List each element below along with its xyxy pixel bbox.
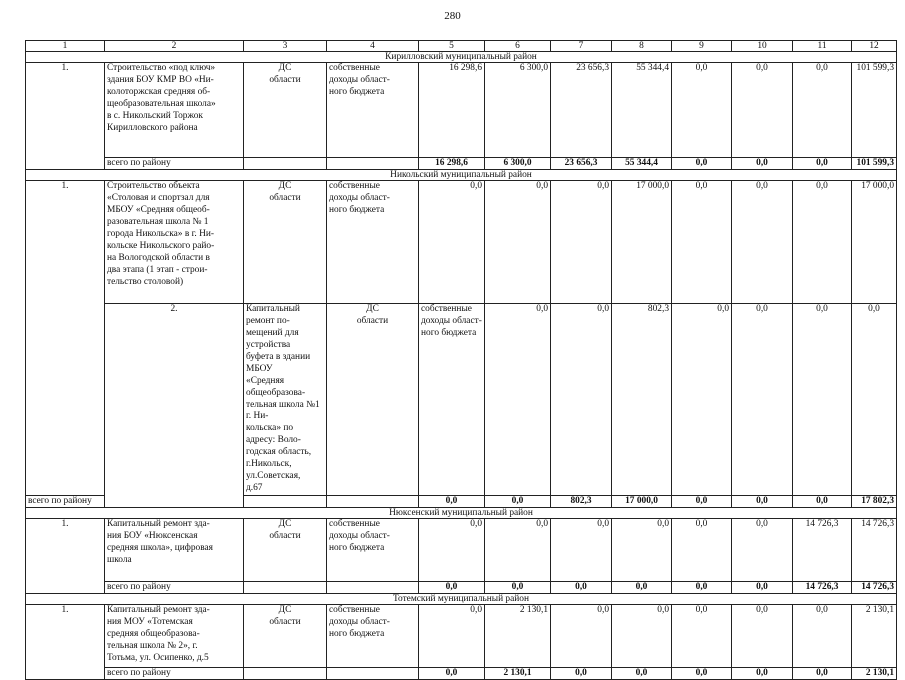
value-cell: 17 000,0: [612, 181, 672, 304]
project-name: Капитальный ремонт зда- ния БОУ «Нюксенская средняя школа», цифровая школа: [105, 519, 244, 582]
empty-cell: [244, 158, 327, 170]
column-number-cell: 6: [485, 41, 551, 52]
district-name: Никольский муниципальный район: [26, 170, 897, 181]
district-total-row: [26, 668, 897, 680]
total-value-cell: 0,0: [672, 582, 732, 594]
district-total-row: [26, 582, 897, 594]
total-value-cell: 0,0: [419, 582, 485, 594]
value-cell: 16 298,6: [419, 63, 485, 158]
empty-cell: [327, 582, 419, 594]
value-cell: 14 726,3: [852, 519, 897, 582]
budget-source: собственные доходы област- ного бюджета: [419, 304, 485, 496]
project-name: Капитальный ремонт по- мещений для устройства буфета в здании МБОУ «Средняя общеобразова- тельная школа №1 г. Ни- кольска» по адресу: Воло- годская область, г.Никольск, ул.Советская, д.67: [244, 304, 327, 496]
total-value-cell: 2 130,1: [852, 668, 897, 680]
column-number-cell: 7: [551, 41, 612, 52]
total-value-cell: 0,0: [419, 496, 485, 508]
empty-cell: [244, 668, 327, 680]
total-value-cell: 0,0: [732, 496, 793, 508]
value-cell: 2 130,1: [485, 605, 551, 668]
total-value-cell: 101 599,3: [852, 158, 897, 170]
value-cell: 101 599,3: [852, 63, 897, 158]
total-value-cell: 0,0: [793, 158, 852, 170]
table-body: [26, 41, 897, 680]
district-total-row: [26, 158, 897, 170]
empty-cell: [244, 582, 327, 594]
value-cell: 6 300,0: [485, 63, 551, 158]
value-cell: 0,0: [672, 181, 732, 304]
budget-source: собственные доходы област- ного бюджета: [327, 181, 419, 304]
funding-source: ДС области: [244, 63, 327, 158]
value-cell: 17 000,0: [852, 181, 897, 304]
funding-source: ДС области: [244, 181, 327, 304]
empty-cell: [327, 668, 419, 680]
total-value-cell: 0,0: [732, 582, 793, 594]
value-cell: 0,0: [612, 519, 672, 582]
value-cell: 0,0: [672, 519, 732, 582]
row-index: 2.: [105, 304, 244, 508]
total-value-cell: 2 130,1: [485, 668, 551, 680]
column-number-row: [26, 41, 897, 52]
total-value-cell: 0,0: [672, 668, 732, 680]
value-cell: 0,0: [732, 63, 793, 158]
value-cell: 0,0: [551, 519, 612, 582]
total-value-cell: 0,0: [485, 582, 551, 594]
total-value-cell: 0,0: [485, 496, 551, 508]
value-cell: 0,0: [793, 304, 852, 496]
value-cell: 0,0: [732, 605, 793, 668]
empty-cell: [244, 496, 327, 508]
value-cell: 0,0: [732, 519, 793, 582]
total-value-cell: 0,0: [793, 496, 852, 508]
value-cell: 0,0: [672, 605, 732, 668]
project-row: [26, 519, 897, 582]
district-name: Кирилловский муниципальный район: [26, 52, 897, 63]
column-number-cell: 12: [852, 41, 897, 52]
budget-table: [25, 40, 897, 680]
total-label: всего по району: [105, 668, 244, 680]
value-cell: 0,0: [793, 181, 852, 304]
total-value-cell: 0,0: [732, 158, 793, 170]
funding-source: ДС области: [327, 304, 419, 496]
value-cell: 0,0: [419, 605, 485, 668]
value-cell: 14 726,3: [793, 519, 852, 582]
value-cell: 0,0: [485, 304, 551, 496]
total-value-cell: 802,3: [551, 496, 612, 508]
total-value-cell: 0,0: [793, 668, 852, 680]
total-value-cell: 17 802,3: [852, 496, 897, 508]
project-name: Строительство «под ключ» здания БОУ КМР ВО «Ни- колоторжская средняя об- щеобразовательная школа» в с. Никольский Торжок Кирилловского района: [105, 63, 244, 158]
total-value-cell: 0,0: [612, 668, 672, 680]
project-name: Капитальный ремонт зда- ния МОУ «Тотемская средняя общеобразова- тельная школа № 2», г. Тотьма, ул. Осипенко, д.5: [105, 605, 244, 668]
total-value-cell: 23 656,3: [551, 158, 612, 170]
total-label: всего по району: [26, 496, 105, 508]
total-value-cell: 14 726,3: [852, 582, 897, 594]
value-cell: 0,0: [732, 181, 793, 304]
value-cell: 0,0: [551, 605, 612, 668]
column-number-cell: 10: [732, 41, 793, 52]
value-cell: 23 656,3: [551, 63, 612, 158]
total-value-cell: 0,0: [672, 496, 732, 508]
value-cell: 0,0: [852, 304, 897, 496]
project-row: [26, 304, 897, 496]
project-name: Строительство объекта «Столовая и спортзал для МБОУ «Средняя общеоб- разовательная школа № 1 города Никольска» в г. Ни- кольске Никольского райо- на Вологодской области в два этапа (1 этап - строи- тельство столовой): [105, 181, 244, 304]
value-cell: 0,0: [793, 605, 852, 668]
budget-source: собственные доходы област- ного бюджета: [327, 63, 419, 158]
project-row: [26, 181, 897, 304]
value-cell: 55 344,4: [612, 63, 672, 158]
column-number-cell: 8: [612, 41, 672, 52]
total-value-cell: 0,0: [732, 668, 793, 680]
row-index: 1.: [26, 519, 105, 594]
total-label: всего по району: [105, 582, 244, 594]
value-cell: 0,0: [419, 181, 485, 304]
total-value-cell: 0,0: [612, 582, 672, 594]
district-header-row: [26, 170, 897, 181]
column-number-cell: 9: [672, 41, 732, 52]
total-value-cell: 14 726,3: [793, 582, 852, 594]
column-number-cell: 5: [419, 41, 485, 52]
funding-source: ДС области: [244, 519, 327, 582]
district-name: Тотемский муниципальный район: [26, 594, 897, 605]
budget-source: собственные доходы област- ного бюджета: [327, 519, 419, 582]
row-index: 1.: [26, 605, 105, 680]
budget-source: собственные доходы област- ного бюджета: [327, 605, 419, 668]
column-number-cell: 11: [793, 41, 852, 52]
total-value-cell: 55 344,4: [612, 158, 672, 170]
value-cell: 0,0: [485, 181, 551, 304]
total-value-cell: 6 300,0: [485, 158, 551, 170]
row-index: 1.: [26, 181, 105, 496]
value-cell: 0,0: [419, 519, 485, 582]
empty-cell: [327, 158, 419, 170]
column-number-cell: 2: [105, 41, 244, 52]
row-index: 1.: [26, 63, 105, 170]
total-value-cell: 0,0: [672, 158, 732, 170]
total-value-cell: 17 000,0: [612, 496, 672, 508]
value-cell: 0,0: [612, 605, 672, 668]
column-number-cell: 4: [327, 41, 419, 52]
total-label: всего по району: [105, 158, 244, 170]
value-cell: 802,3: [612, 304, 672, 496]
empty-cell: [327, 496, 419, 508]
total-value-cell: 0,0: [551, 668, 612, 680]
total-value-cell: 0,0: [419, 668, 485, 680]
column-number-cell: 1: [26, 41, 105, 52]
total-value-cell: 16 298,6: [419, 158, 485, 170]
district-header-row: [26, 508, 897, 519]
funding-source: ДС области: [244, 605, 327, 668]
total-value-cell: 0,0: [551, 582, 612, 594]
page-number: 280: [444, 10, 461, 22]
value-cell: 0,0: [793, 63, 852, 158]
value-cell: 2 130,1: [852, 605, 897, 668]
value-cell: 0,0: [672, 304, 732, 496]
project-row: [26, 63, 897, 158]
value-cell: 0,0: [485, 519, 551, 582]
value-cell: 0,0: [672, 63, 732, 158]
value-cell: 0,0: [551, 181, 612, 304]
district-header-row: [26, 594, 897, 605]
district-header-row: [26, 52, 897, 63]
value-cell: 0,0: [732, 304, 793, 496]
column-number-cell: 3: [244, 41, 327, 52]
value-cell: 0,0: [551, 304, 612, 496]
project-row: [26, 605, 897, 668]
district-name: Нюксенский муниципальный район: [26, 508, 897, 519]
